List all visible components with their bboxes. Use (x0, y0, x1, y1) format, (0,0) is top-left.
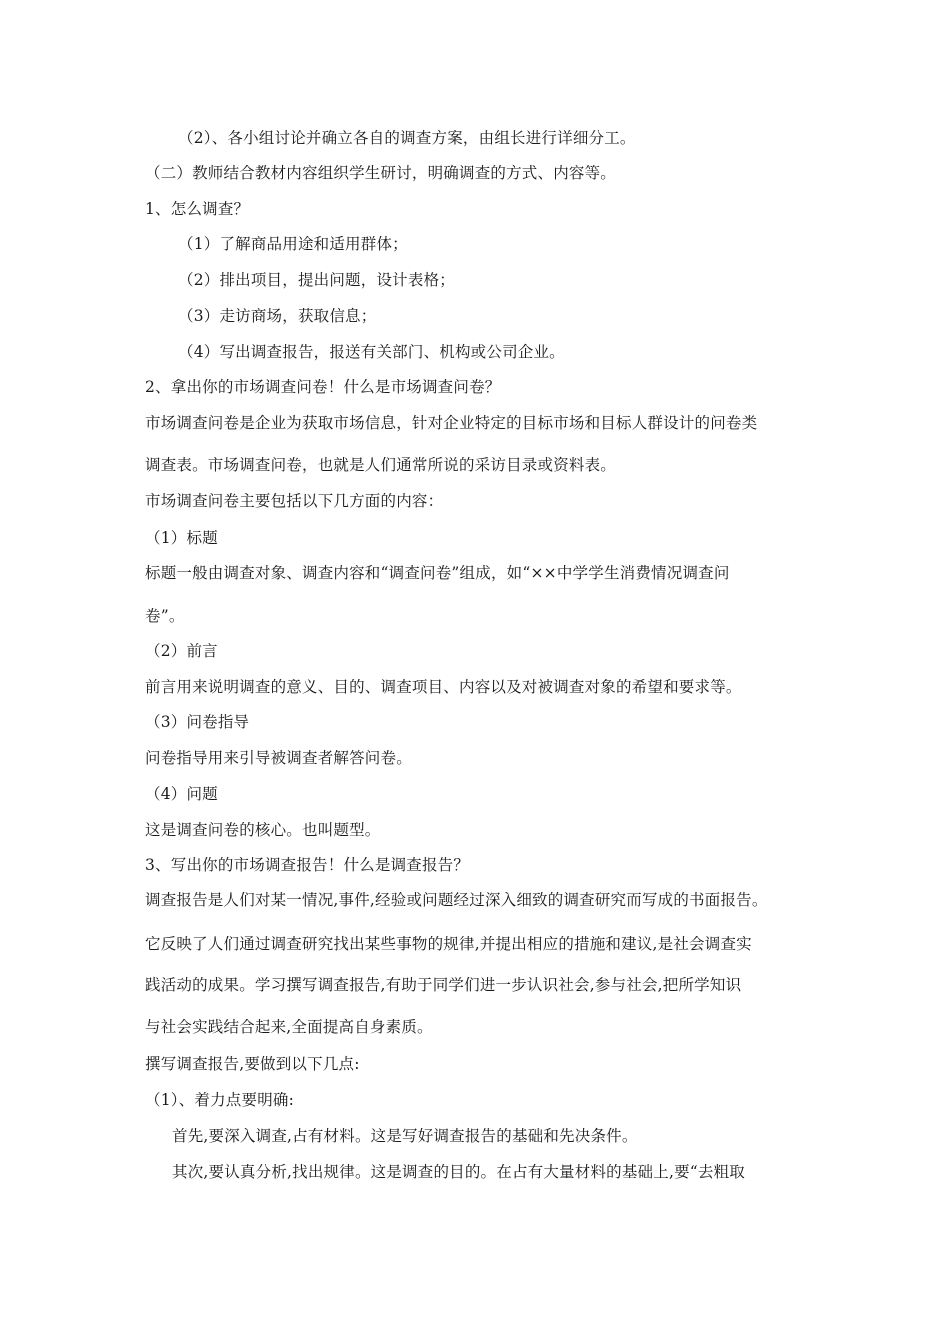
list-item: （4）写出调查报告，报送有关部门、机构或公司企业。 (178, 343, 565, 361)
text-line: 这是调查问卷的核心。也叫题型。 (145, 821, 381, 839)
text-line: 首先,要深入调查,占有材料。这是写好调查报告的基础和先决条件。 (172, 1127, 638, 1145)
text-line: （2）、各小组讨论并确立各自的调查方案，由组长进行详细分工。 (178, 129, 636, 147)
question-heading: 1、怎么调查？ (145, 200, 250, 218)
subheading: （1）、着力点要明确: (145, 1091, 295, 1109)
text-line: 践活动的成果。学习撰写调查报告,有助于同学们进一步认识社会,参与社会,把所学知识 (145, 976, 742, 994)
list-item: （2）排出项目，提出问题，设计表格； (178, 271, 455, 289)
text-line: 卷”。 (145, 607, 185, 625)
text-line: 市场调查问卷主要包括以下几方面的内容： (145, 492, 444, 510)
text-line: 标题一般由调查对象、调查内容和“调查问卷”组成，如“××中学学生消费情况调查问 (145, 564, 730, 582)
text-line: 问卷指导用来引导被调查者解答问卷。 (145, 749, 412, 767)
section-heading: （二）教师结合教材内容组织学生研讨，明确调查的方式、内容等。 (145, 164, 617, 182)
text-line: 撰写调查报告,要做到以下几点: (145, 1055, 360, 1073)
text-line: 调查表。市场调查问卷，也就是人们通常所说的采访目录或资料表。 (145, 456, 617, 474)
question-heading: 3、写出你的市场调查报告！什么是调查报告？ (145, 856, 470, 874)
list-item: （3）走访商场，获取信息； (178, 307, 377, 325)
subheading: （1）标题 (145, 529, 218, 547)
text-line: 与社会实践结合起来,全面提高自身素质。 (145, 1018, 433, 1036)
text-line: 它反映了人们通过调查研究找出某些事物的规律,并提出相应的措施和建议,是社会调查实 (145, 935, 752, 953)
subheading: （3）问卷指导 (145, 713, 250, 731)
text-line: 市场调查问卷是企业为获取市场信息，针对企业特定的目标市场和目标人群设计的问卷类 (145, 414, 758, 432)
subheading: （2）前言 (145, 642, 218, 660)
question-heading: 2、拿出你的市场调查问卷！什么是市场调查问卷？ (145, 378, 501, 396)
list-item: （1）了解商品用途和适用群体； (178, 235, 408, 253)
text-line: 其次,要认真分析,找出规律。这是调查的目的。在占有大量材料的基础上,要“去粗取 (172, 1163, 746, 1181)
text-line: 前言用来说明调查的意义、目的、调查项目、内容以及对被调查对象的希望和要求等。 (145, 678, 742, 696)
subheading: （4）问题 (145, 785, 218, 803)
text-line: 调查报告是人们对某一情况,事件,经验或问题经过深入细致的调查研究而写成的书面报告。 (145, 891, 768, 909)
